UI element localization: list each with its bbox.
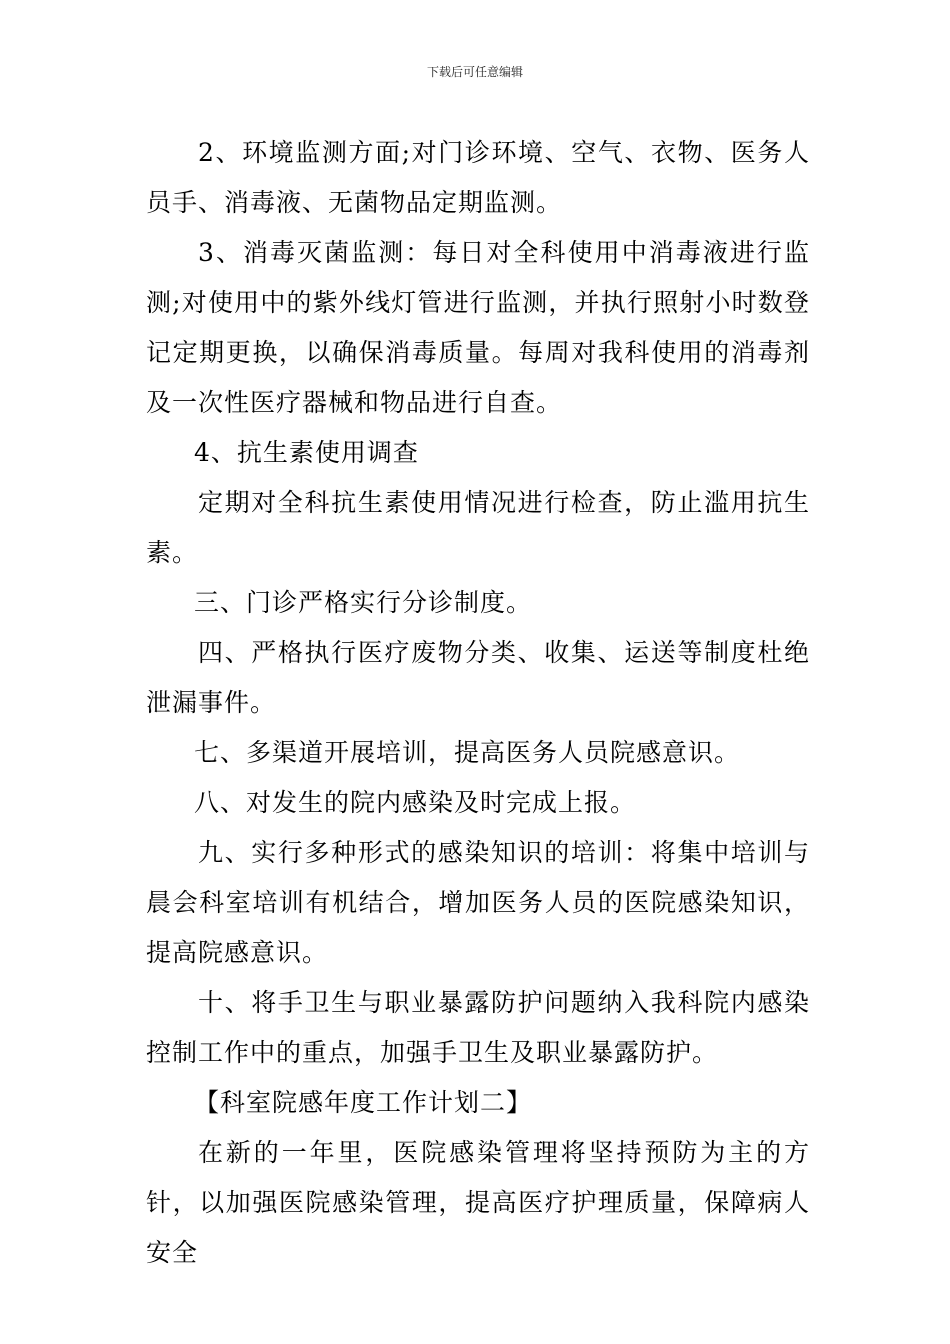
document-body bbox=[146, 128, 810, 1278]
section-title-plan-two: 【科室院感年度工作计划二】 bbox=[194, 1088, 533, 1117]
paragraph-reporting: 八、对发生的院内感染及时完成上报。 bbox=[194, 788, 637, 817]
paragraph-environment-monitoring: 2、环境监测方面;对门诊环境、空气、衣物、医务人员手、消毒液、无菌物品定期监测。 bbox=[146, 138, 810, 217]
page-header: 下载后可任意编辑 bbox=[426, 65, 523, 79]
paragraph-triage: 三、门诊严格实行分诊制度。 bbox=[194, 588, 533, 617]
paragraph-new-year-plan: 在新的一年里，医院感染管理将坚持预防为主的方针，以加强医院感染管理，提高医疗护理质量，保障病人安全 bbox=[146, 1138, 810, 1267]
paragraph-hand-hygiene: 十、将手卫生与职业暴露防护问题纳入我科院内感染控制工作中的重点，加强手卫生及职业暴露防护。 bbox=[146, 988, 810, 1067]
paragraph-medical-waste: 四、严格执行医疗废物分类、收集、运送等制度杜绝泄漏事件。 bbox=[146, 638, 810, 717]
paragraph-antibiotic-heading: 4、抗生素使用调查 bbox=[194, 438, 419, 467]
paragraph-disinfection-monitoring: 3、消毒灭菌监测：每日对全科使用中消毒液进行监测;对使用中的紫外线灯管进行监测，并执行照射小时数登记定期更换，以确保消毒质量。每周对我科使用的消毒剂及一次性医疗器械和物品进行自查。 bbox=[146, 238, 810, 417]
paragraph-antibiotic-check: 定期对全科抗生素使用情况进行检查，防止滥用抗生素。 bbox=[146, 488, 810, 567]
paragraph-infection-knowledge: 九、实行多种形式的感染知识的培训：将集中培训与晨会科室培训有机结合，增加医务人员的医院感染知识，提高院感意识。 bbox=[146, 838, 810, 967]
paragraph-training: 七、多渠道开展培训，提高医务人员院感意识。 bbox=[194, 738, 741, 767]
